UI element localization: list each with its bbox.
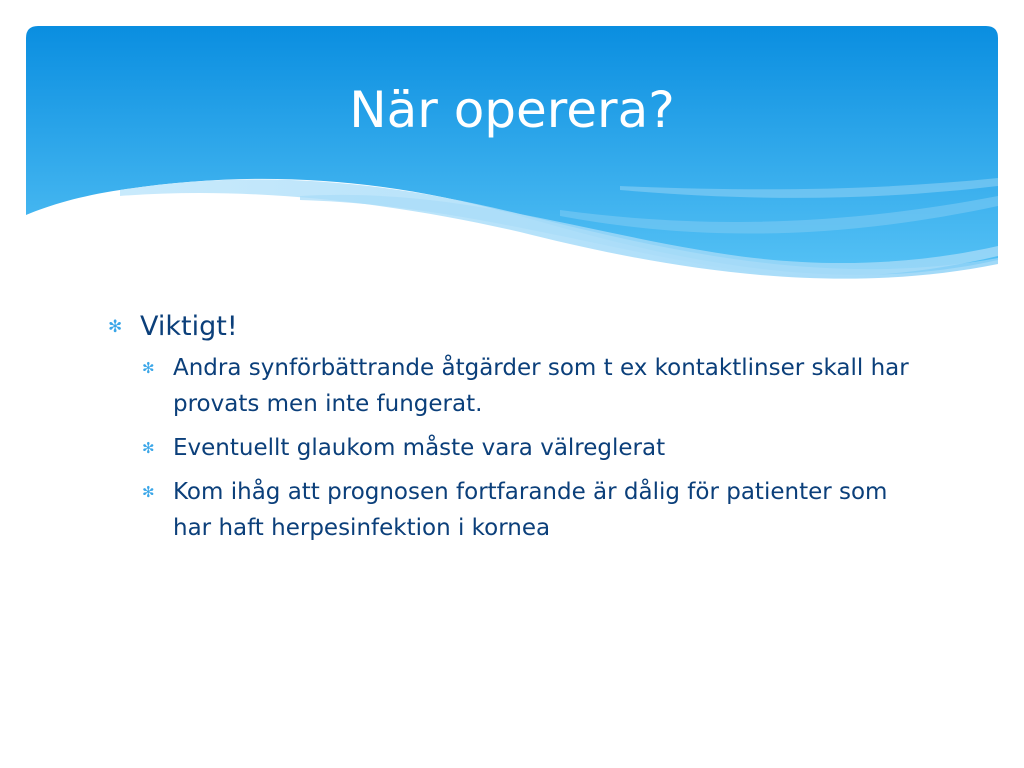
header-wave-banner (0, 0, 1024, 300)
asterisk-bullet-icon: ✻ (142, 439, 155, 457)
sub-bullet-text: Andra synförbättrande åtgärder som t ex kontaktlinser skall har provats men inte fungerat. (173, 355, 909, 417)
sub-bullet-text: Eventuellt glaukom måste vara välreglerat (173, 435, 666, 461)
sub-bullet-text: Kom ihåg att prognosen fortfarande är dålig för patienter som har haft herpesinfektion i kornea (173, 479, 888, 541)
slide-title: När operera? (349, 81, 675, 139)
bullet-list (108, 308, 928, 554)
asterisk-bullet-icon: ✻ (108, 317, 123, 337)
bullet-viktigt (108, 308, 928, 346)
sub-bullet-contact-lenses (142, 350, 928, 422)
bullet-text: Viktigt! (140, 311, 238, 342)
sub-bullet-herpes (142, 474, 928, 546)
asterisk-bullet-icon: ✻ (142, 359, 155, 377)
asterisk-bullet-icon: ✻ (142, 483, 155, 501)
sub-bullet-glaucoma (142, 430, 928, 466)
